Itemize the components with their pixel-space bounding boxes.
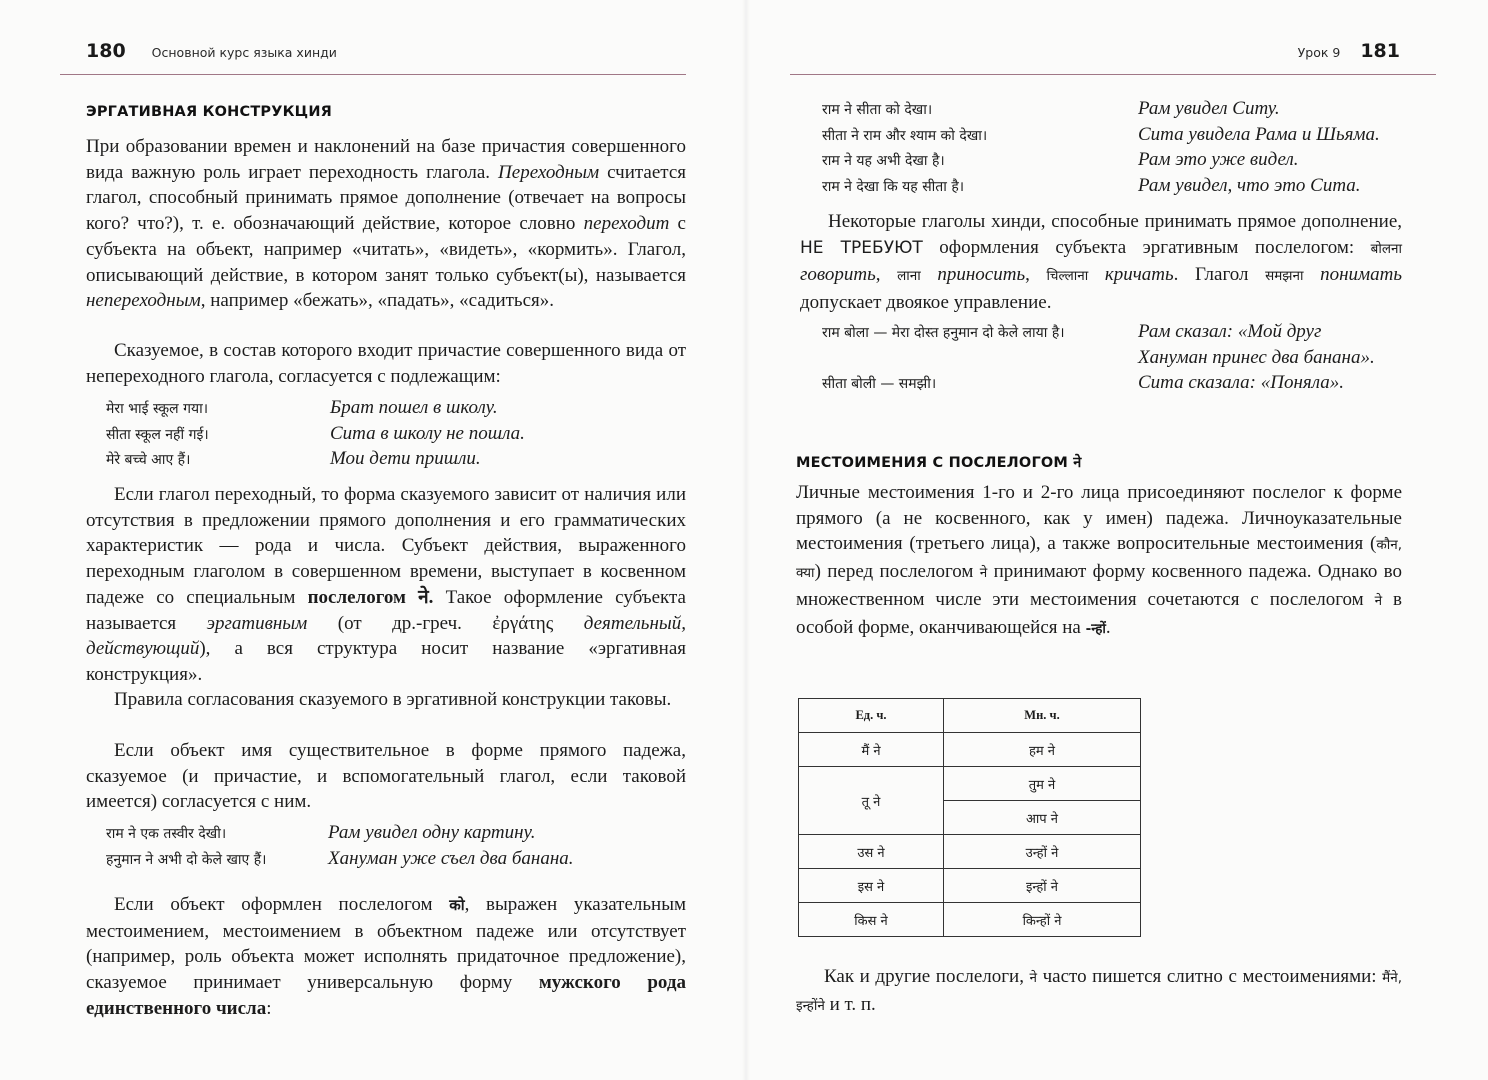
table-header-row <box>799 699 1141 733</box>
russian-translation: Хануман уже съел два банана. <box>328 847 574 869</box>
column-header-plural: Мн. ч. <box>944 699 1141 733</box>
text: и т. п. <box>824 993 876 1015</box>
term-italic: приносить <box>937 264 1026 286</box>
table-row <box>799 733 1141 767</box>
cell-singular: इस ने <box>799 869 944 903</box>
hindi-word: चिल्लाना <box>1046 268 1089 285</box>
column-header-singular: Ед. ч. <box>799 699 944 733</box>
text: Если объект оформлен послелогом <box>114 894 450 915</box>
text: часто пишется слитно с местоимениями: <box>1037 966 1383 987</box>
text: допускает двоякое управление. <box>800 292 1052 314</box>
table-row <box>799 835 1141 869</box>
paragraph <box>86 892 686 1022</box>
term-italic: Переходным <box>498 161 600 183</box>
paragraph <box>86 482 686 688</box>
hindi-sentence: मेरा भाई स्कूल गया। <box>106 401 209 417</box>
table-row <box>799 903 1141 937</box>
text: Личные местоимения 1-го и 2-го лица присоединяют послелог к форме прямого (а не косвенного, как у имен) падежа. Личноуказательные местоимения (третьего лица), а также вопросительные местоимения ( <box>796 482 1402 555</box>
example-row <box>822 321 1375 347</box>
russian-translation: Сита в школу не пошла. <box>330 422 525 444</box>
russian-translation: Хануман принес два банана». <box>1138 346 1375 368</box>
right-running-head <box>1298 40 1400 62</box>
text: ), а вся структура носит название «эргативная конструкция». <box>86 638 686 685</box>
left-running-head <box>86 40 337 62</box>
hindi-sentence: राम ने यह अभी देखा है। <box>822 153 945 169</box>
hindi-sentence: राम ने देखा कि यह सीता है। <box>822 178 965 195</box>
example-row <box>106 397 525 423</box>
example-row <box>106 423 525 449</box>
term-italic: непереходным <box>86 290 201 312</box>
table-row <box>799 767 1141 801</box>
cell-plural: उन्हों ने <box>944 835 1141 869</box>
term-bold: мужского рода единственного числа <box>86 972 686 1019</box>
cell-plural: हम ने <box>944 733 1141 767</box>
hindi-word: बोलना <box>1370 240 1402 257</box>
hindi-word: ने <box>1029 970 1038 986</box>
text: с субъекта на объект, например «читать», «видеть», «кормить». Глагол, описывающий действие, в котором занят только субъект(ы), называется <box>86 213 686 286</box>
term-italic: деятельный, действующий <box>86 612 686 660</box>
text: Если глагол переходный, то форма сказуемого зависит от наличия или отсутствия в предложении прямого дополнения и его грамматических характеристик — рода и числа. Субъект действия, выраженного переходным глаголом в совершенном времени, выступает в косвенном падеже со специальным <box>86 484 686 608</box>
term-italic: переходит <box>583 213 670 235</box>
example-row <box>106 848 574 874</box>
example-list <box>106 397 525 474</box>
hindi-sentence: राम बोला — मेरा दोस्त हनुमान दो केले लाया है। <box>822 325 1065 341</box>
header-rule <box>790 74 1436 75</box>
russian-translation: Рам увидел одну картину. <box>328 822 536 843</box>
hindi-sentence: सीता ने राम और श्याम को देखा। <box>822 127 988 144</box>
text: принимают форму косвенного падежа. Однако во множественном числе эти местоимения сочетаются с послелогом <box>796 561 1403 610</box>
text: : <box>266 997 272 1019</box>
text: , например «бежать», «падать», «садиться». <box>200 290 554 312</box>
russian-translation: Мои дети пришли. <box>330 448 481 469</box>
hindi-word: ने <box>1374 592 1383 609</box>
example-row <box>106 448 525 474</box>
paragraph: Сказуемое, в состав которого входит причастие совершенного вида от непереходного глагола, согласуется с подлежащим: <box>86 340 686 387</box>
term-bold: -न्हों <box>1085 620 1106 637</box>
hindi-word: मैंने, इन्होंने <box>796 970 1403 1014</box>
russian-translation: Рам это уже видел. <box>1138 149 1299 170</box>
paragraph <box>86 134 686 314</box>
cell-plural: किन्हों ने <box>944 903 1141 937</box>
term-italic: эргативным <box>206 612 308 634</box>
emphasis-caps: НЕ ТРЕБУЮТ <box>800 237 923 258</box>
hindi-sentence: सीता स्कूल नहीं गई। <box>106 426 209 443</box>
cell-plural: इन्हों ने <box>944 869 1141 903</box>
example-row <box>822 98 1380 124</box>
term-bold: послелогом ने. <box>307 586 434 608</box>
hindi-sentence: सीता बोली — समझी। <box>822 376 937 392</box>
hindi-word: कौन, क्या <box>796 537 1402 582</box>
section-heading: ЭРГАТИВНАЯ КОНСТРУКЦИЯ <box>86 104 333 120</box>
hindi-word: लाना <box>897 268 921 285</box>
example-row <box>106 822 574 848</box>
text: Некоторые глаголы хинди, способные принимать прямое дополнение, <box>828 211 1402 232</box>
russian-translation: Брат пошел в школу. <box>330 397 498 418</box>
pronoun-table <box>798 698 1141 937</box>
hindi-word: समझना <box>1265 268 1304 285</box>
term-italic: кричать <box>1104 264 1174 286</box>
book-fold <box>742 0 750 1080</box>
left-page <box>0 0 742 1080</box>
russian-translation: Сита сказала: «Поняла». <box>1138 372 1344 393</box>
text: ) перед послелогом <box>814 561 980 583</box>
running-title: Основной курс языка хинди <box>151 45 337 60</box>
example-row <box>822 149 1380 175</box>
section-heading: МЕСТОИМЕНИЯ С ПОСЛЕЛОГОМ ने <box>796 455 1082 471</box>
paragraph <box>796 480 1402 642</box>
paragraph <box>796 964 1402 1019</box>
hindi-word: ने <box>979 565 988 582</box>
text: считается глагол, способный принимать прямое дополнение (отвечает на вопросы кого? что?), т. е. обозначающий действие, которое словно <box>86 161 686 235</box>
example-row <box>822 175 1380 201</box>
table-row <box>799 869 1141 903</box>
russian-translation: Рам увидел, что это Сита. <box>1138 174 1361 196</box>
cell-singular: तू ने <box>799 767 944 835</box>
example-list <box>822 98 1380 200</box>
text: . Глагол <box>1173 264 1266 286</box>
running-title: Урок 9 <box>1297 45 1341 60</box>
text: Такое оформление субъекта называется <box>86 586 686 634</box>
cell-plural: आप ने <box>944 801 1141 835</box>
header-rule <box>60 74 686 75</box>
russian-translation: Рам увидел Ситу. <box>1138 98 1280 119</box>
text: в особой форме, оканчивающейся на <box>796 588 1402 638</box>
term-bold: को <box>449 896 465 914</box>
hindi-sentence: राम ने एक तस्वीर देखी। <box>106 826 227 842</box>
hindi-sentence: हनुमान ने अभी दो केले खाए हैं। <box>106 851 267 868</box>
example-list <box>106 822 574 873</box>
paragraph: Правила согласования сказуемого в эргативной конструкции таковы. <box>114 689 672 710</box>
term-italic: понимать <box>1320 264 1403 286</box>
text: (от др.-греч. ἐργάτης <box>307 612 584 634</box>
text: При образовании времен и наклонений на базе причастия совершенного вида важную роль играет переходность глагола. <box>86 136 686 183</box>
cell-singular: मैं ने <box>799 733 944 767</box>
text: оформления субъекта эргативным послелогом: <box>922 236 1371 258</box>
cell-singular: उस ने <box>799 835 944 869</box>
russian-translation: Сита увидела Рама и Шьяма. <box>1138 123 1380 145</box>
text: , выражен указательным местоимением, местоимением в объектном падеже или отсутствует (например, роль объекта может исполнять придаточное предложение), сказуемое принимает универсальную форму <box>86 894 686 994</box>
example-list <box>822 321 1375 398</box>
text: Как и другие послелоги, <box>824 966 1030 987</box>
cell-singular: किस ने <box>799 903 944 937</box>
page-number: 181 <box>1360 40 1400 62</box>
example-row <box>822 372 1375 398</box>
example-row <box>822 124 1380 150</box>
term-italic: говорить <box>800 264 876 286</box>
paragraph: Если объект имя существительное в форме прямого падежа, сказуемое (и причастие, и вспомогательный глагол, если таковой имеется) согласуется с ним. <box>86 740 686 813</box>
hindi-sentence: राम ने सीता को देखा। <box>822 102 933 118</box>
russian-translation: Рам сказал: «Мой друг <box>1138 321 1322 342</box>
cell-plural: तुम ने <box>944 767 1141 801</box>
example-row-continuation <box>822 347 1375 373</box>
right-page <box>750 0 1488 1080</box>
page-number: 180 <box>86 40 126 62</box>
text: . <box>1105 616 1111 638</box>
hindi-sentence: मेरे बच्चे आए हैं। <box>106 452 191 468</box>
paragraph: Некоторые глаголы хинди, способные принимать прямое дополнение, НЕ ТРЕБУЮТ оформления субъекта эргативным послелогом: बोलना говорить, लाना приносить, चिल्लाना кричать. Глагол समझना понимать допускает двоякое управление. <box>800 211 1403 314</box>
